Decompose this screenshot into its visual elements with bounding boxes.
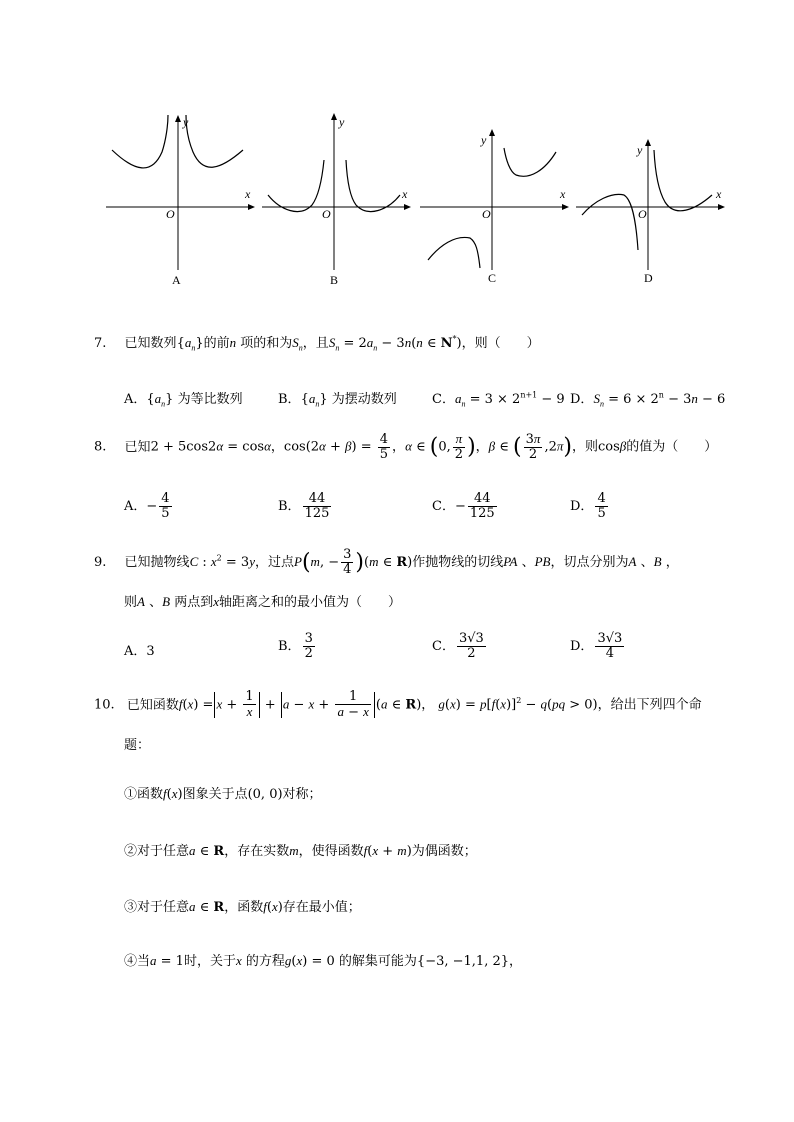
graph-d-origin: O [638,207,647,221]
question-10-stem: 10. 已知函数f(x) = x + $\frac{1}{x}$ + a − x + $\frac{1}{a - x}$ (a ∈ R)， $g(x) = p[f(x)]^2 - q(pq > 0)$，给出下列四个命 [94,689,702,720]
graph-c-x-label: x [560,187,566,201]
graph-a [106,115,254,287]
graph-c-label: C [488,271,497,285]
q7-option-b[interactable]: B．$\{a_n\}$ 为摆动数列 [278,391,397,409]
graph-c [420,130,568,285]
q7-option-a[interactable]: A．$\{a_n\}$ 为等比数列 [124,391,243,409]
q9-option-c[interactable]: C． $\frac{3√3}{2}$ [432,631,484,661]
proposition-3: ③对于任意a ∈ R，函数f(x)存在最小值； [124,899,361,915]
q9-option-a[interactable]: A．3 [124,644,155,659]
graph-d [576,140,724,285]
graph-a-y-label: y [183,115,189,129]
graph-c-y-label: y [481,133,487,147]
question-9-stem: 9. 已知抛物线C : $x^2 = 3y$，过点P(m, − $\frac{3}{4}$ )(m ∈ R)作抛物线的切线PA 、PB，切点分别为A 、B ， [94,547,679,577]
q8-option-b[interactable]: B． $\frac{44}{125}$ [278,491,330,521]
graph-a-x-label: x [245,187,251,201]
question-8-stem: 8. 已知2 + 5cos2α = cosα，cos(2α + β) = $\frac{4}{5}$ ，α ∈ (0, $\frac{\pi}{2}$ )，β ∈ ( $\frac{3\pi}{2}$ ,2π)，则cosβ的值为（ ） [94,431,718,462]
graph-b-label: B [330,273,339,287]
question-10-stem-line2: 题： [124,738,151,753]
q8-option-a[interactable]: A．− $\frac{4}{5}$ [124,491,170,521]
q8-option-d[interactable]: D． $\frac{4}{5}$ [570,491,606,521]
q7-option-d[interactable]: D．$S_n = 6 \times 2^n - 3n - 6$ [570,390,726,409]
proposition-4: ④当a = 1时，关于x 的方程g(x) = 0 的解集可能为{−3, −1,1, 2}， [124,953,523,969]
question-9-line2: 则A 、B 两点到x轴距离之和的最小值为（ ） [124,594,402,610]
graph-d-y-label: y [637,143,643,157]
q9-option-b[interactable]: B． $\frac{3}{2}$ [278,631,313,661]
graph-c-origin: O [482,207,491,221]
graph-d-x-label: x [716,187,722,201]
graph-a-origin: O [166,207,175,221]
function-graphs [0,100,794,300]
graph-d-label: D [644,271,653,285]
graph-b-y-label: y [339,115,345,129]
graph-b [262,114,410,287]
graph-a-label: A [172,273,181,287]
question-7-stem: 7. 已知数列$\{a_n\}$的前n 项的和为$S_n$，且$S_n = 2a_n - 3n(n$ ∈ N*)，则（ ） [94,334,540,353]
q7-option-c[interactable]: C．$a_n = 3 \times 2^{n+1} - 9$ [432,390,565,409]
proposition-1: ①函数f(x)图象关于点(0, 0)对称； [124,786,322,802]
question-number: 7. [94,336,107,351]
q8-option-c[interactable]: C．− $\frac{44}{125}$ [432,491,495,521]
proposition-2: ②对于任意a ∈ R，存在实数m，使得函数f(x + m)为偶函数； [124,843,477,859]
graph-b-x-label: x [402,187,408,201]
graph-b-origin: O [322,207,331,221]
q9-option-d[interactable]: D． $\frac{3√3}{4}$ [570,631,623,661]
